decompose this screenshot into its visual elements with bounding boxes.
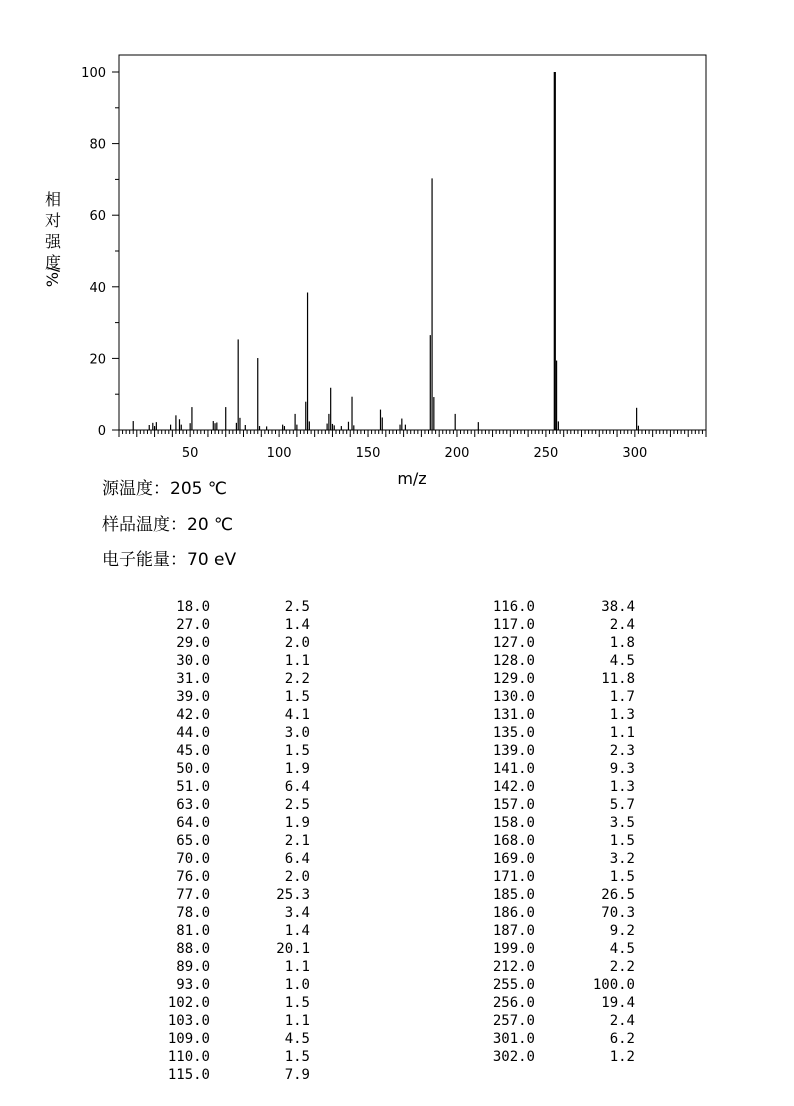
intensity-value: 1.1	[284, 1013, 310, 1029]
table-row	[140, 742, 340, 760]
intensity-value: 26.5	[601, 887, 635, 903]
table-row	[465, 1012, 665, 1030]
table-row	[140, 958, 340, 976]
intensity-value: 1.1	[609, 725, 635, 741]
mz-value: 70.0	[176, 851, 210, 867]
table-row	[140, 886, 340, 904]
intensity-value: 2.0	[284, 635, 310, 651]
table-row	[140, 688, 340, 706]
mz-value: 109.0	[167, 1031, 210, 1047]
intensity-value: 3.5	[609, 815, 635, 831]
mz-value: 141.0	[492, 761, 535, 777]
y-axis-title-char: 强	[44, 232, 62, 251]
intensity-value: 1.4	[284, 923, 310, 939]
mz-value: 139.0	[492, 743, 535, 759]
y-axis-title-unit: %/	[43, 266, 62, 288]
intensity-value: 38.4	[601, 599, 635, 615]
table-row	[465, 976, 665, 994]
source-temperature	[102, 474, 227, 499]
y-tick-label: 0	[97, 424, 106, 439]
mz-value: 257.0	[492, 1013, 535, 1029]
table-row	[465, 652, 665, 670]
table-row	[465, 760, 665, 778]
intensity-value: 2.2	[609, 959, 635, 975]
table-row	[140, 814, 340, 832]
x-tick-label: 250	[533, 446, 559, 461]
mz-value: 157.0	[492, 797, 535, 813]
intensity-value: 3.0	[284, 725, 310, 741]
mz-value: 301.0	[492, 1031, 535, 1047]
mz-value: 187.0	[492, 923, 535, 939]
mz-value: 199.0	[492, 941, 535, 957]
intensity-value: 1.3	[609, 779, 635, 795]
table-row	[140, 850, 340, 868]
table-row	[140, 706, 340, 724]
mass-spectrum-chart	[0, 0, 794, 500]
x-tick-label: 100	[266, 446, 292, 461]
intensity-value: 20.1	[276, 941, 310, 957]
table-row	[465, 670, 665, 688]
mz-value: 110.0	[167, 1049, 210, 1065]
source-temperature-value: 205 ℃	[170, 479, 227, 499]
sample-temperature-label: 样品温度：	[102, 515, 187, 535]
table-row	[465, 616, 665, 634]
intensity-value: 3.2	[609, 851, 635, 867]
intensity-value: 25.3	[276, 887, 310, 903]
intensity-value: 2.2	[284, 671, 310, 687]
table-row	[465, 886, 665, 904]
y-axis-title-char: 度	[44, 253, 62, 272]
intensity-value: 5.7	[609, 797, 635, 813]
table-row	[465, 922, 665, 940]
mz-value: 44.0	[176, 725, 210, 741]
mz-value: 117.0	[492, 617, 535, 633]
table-row	[465, 994, 665, 1012]
y-tick-label: 60	[89, 209, 106, 225]
x-axis-title: m/z	[397, 469, 427, 488]
mz-value: 39.0	[176, 689, 210, 705]
electron-energy-value: 70 eV	[187, 550, 237, 570]
table-row	[140, 976, 340, 994]
mz-value: 65.0	[176, 833, 210, 849]
table-row	[465, 832, 665, 850]
mz-value: 142.0	[492, 779, 535, 795]
y-tick-label: 20	[89, 352, 106, 368]
sample-temperature	[102, 510, 233, 535]
intensity-value: 2.3	[609, 743, 635, 759]
table-row	[140, 634, 340, 652]
table-row	[140, 994, 340, 1012]
intensity-value: 1.5	[284, 1049, 310, 1065]
mz-value: 45.0	[176, 743, 210, 759]
mz-value: 130.0	[492, 689, 535, 705]
x-tick-label: 200	[444, 446, 470, 461]
intensity-value: 7.9	[284, 1067, 310, 1083]
intensity-value: 1.5	[284, 743, 310, 759]
mz-value: 29.0	[176, 635, 210, 651]
intensity-value: 4.1	[284, 707, 310, 723]
table-row	[465, 940, 665, 958]
table-row	[140, 724, 340, 742]
mz-value: 27.0	[176, 617, 210, 633]
table-row	[140, 796, 340, 814]
y-axis-title-char: 对	[44, 211, 62, 230]
table-row	[465, 796, 665, 814]
intensity-value: 1.5	[284, 995, 310, 1011]
mz-value: 93.0	[176, 977, 210, 993]
table-row	[140, 904, 340, 922]
table-row	[465, 1048, 665, 1066]
mz-value: 302.0	[492, 1049, 535, 1065]
intensity-value: 1.5	[609, 833, 635, 849]
table-row	[140, 778, 340, 796]
mz-value: 185.0	[492, 887, 535, 903]
intensity-value: 1.7	[609, 689, 635, 705]
table-row	[140, 760, 340, 778]
intensity-value: 9.3	[609, 761, 635, 777]
table-row	[465, 706, 665, 724]
mz-value: 256.0	[492, 995, 535, 1011]
mz-value: 78.0	[176, 905, 210, 921]
y-axis-title	[43, 190, 62, 287]
intensity-value: 6.4	[284, 851, 310, 867]
intensity-value: 2.4	[609, 617, 635, 633]
mz-value: 63.0	[176, 797, 210, 813]
table-row	[140, 1030, 340, 1048]
intensity-value: 1.5	[609, 869, 635, 885]
x-tick-label: 50	[181, 446, 199, 461]
intensity-value: 1.8	[609, 635, 635, 651]
y-tick-label: 100	[81, 66, 106, 81]
mz-value: 131.0	[492, 707, 535, 723]
mz-value: 169.0	[492, 851, 535, 867]
mz-value: 171.0	[492, 869, 535, 885]
mz-value: 77.0	[176, 887, 210, 903]
table-row	[465, 634, 665, 652]
intensity-value: 2.0	[284, 869, 310, 885]
x-tick-label: 300	[622, 446, 648, 461]
y-tick-label: 40	[89, 280, 106, 296]
mz-value: 115.0	[167, 1067, 210, 1083]
intensity-value: 70.3	[601, 905, 635, 921]
mz-value: 255.0	[492, 977, 535, 993]
mz-value: 89.0	[176, 959, 210, 975]
table-row	[465, 742, 665, 760]
intensity-value: 2.4	[609, 1013, 635, 1029]
table-row	[140, 1012, 340, 1030]
mz-value: 30.0	[176, 653, 210, 669]
mz-value: 116.0	[492, 599, 535, 615]
mz-value: 64.0	[176, 815, 210, 831]
mz-value: 127.0	[492, 635, 535, 651]
intensity-value: 2.5	[284, 797, 310, 813]
intensity-value: 4.5	[609, 653, 635, 669]
intensity-value: 1.2	[609, 1049, 635, 1065]
intensity-value: 100.0	[592, 977, 635, 993]
table-row	[140, 1048, 340, 1066]
intensity-value: 1.9	[284, 815, 310, 831]
peak-table-left	[140, 598, 340, 1084]
mz-value: 81.0	[176, 923, 210, 939]
source-temperature-label: 源温度：	[102, 479, 170, 499]
y-axis-title-char: 相	[44, 190, 62, 209]
intensity-value: 2.1	[284, 833, 310, 849]
mz-value: 186.0	[492, 905, 535, 921]
mz-value: 128.0	[492, 653, 535, 669]
table-row	[140, 832, 340, 850]
mz-value: 129.0	[492, 671, 535, 687]
table-row	[140, 1066, 340, 1084]
electron-energy-label: 电子能量：	[102, 550, 187, 570]
intensity-value: 1.5	[284, 689, 310, 705]
intensity-value: 1.1	[284, 653, 310, 669]
table-row	[465, 778, 665, 796]
plot-frame	[119, 55, 706, 430]
table-row	[465, 724, 665, 742]
mz-value: 168.0	[492, 833, 535, 849]
table-row	[140, 868, 340, 886]
intensity-value: 6.2	[609, 1031, 635, 1047]
y-tick-label: 80	[89, 137, 106, 153]
table-row	[465, 868, 665, 886]
intensity-value: 1.1	[284, 959, 310, 975]
mz-value: 88.0	[176, 941, 210, 957]
intensity-value: 11.8	[601, 671, 635, 687]
intensity-value: 1.9	[284, 761, 310, 777]
mz-value: 76.0	[176, 869, 210, 885]
table-row	[140, 652, 340, 670]
mz-value: 102.0	[167, 995, 210, 1011]
table-row	[465, 688, 665, 706]
mz-value: 18.0	[176, 599, 210, 615]
table-row	[140, 616, 340, 634]
table-row	[140, 598, 340, 616]
mz-value: 51.0	[176, 779, 210, 795]
table-row	[465, 958, 665, 976]
intensity-value: 1.3	[609, 707, 635, 723]
peak-table-right	[465, 598, 665, 1066]
table-row	[465, 850, 665, 868]
intensity-value: 4.5	[284, 1031, 310, 1047]
intensity-value: 19.4	[601, 995, 635, 1011]
table-row	[140, 940, 340, 958]
table-row	[140, 922, 340, 940]
mz-value: 103.0	[167, 1013, 210, 1029]
intensity-value: 6.4	[284, 779, 310, 795]
table-row	[140, 670, 340, 688]
table-row	[465, 1030, 665, 1048]
table-row	[465, 904, 665, 922]
sample-temperature-value: 20 ℃	[187, 515, 234, 535]
intensity-value: 3.4	[284, 905, 310, 921]
mz-value: 158.0	[492, 815, 535, 831]
table-row	[465, 598, 665, 616]
intensity-value: 2.5	[284, 599, 310, 615]
mz-value: 135.0	[492, 725, 535, 741]
intensity-value: 9.2	[609, 923, 635, 939]
x-tick-label: 150	[355, 446, 381, 461]
intensity-value: 4.5	[609, 941, 635, 957]
table-row	[465, 814, 665, 832]
intensity-value: 1.4	[284, 617, 310, 633]
mz-value: 31.0	[176, 671, 210, 687]
mz-value: 50.0	[176, 761, 210, 777]
mz-value: 212.0	[492, 959, 535, 975]
mz-value: 42.0	[176, 707, 210, 723]
intensity-value: 1.0	[284, 977, 310, 993]
electron-energy	[102, 545, 236, 570]
